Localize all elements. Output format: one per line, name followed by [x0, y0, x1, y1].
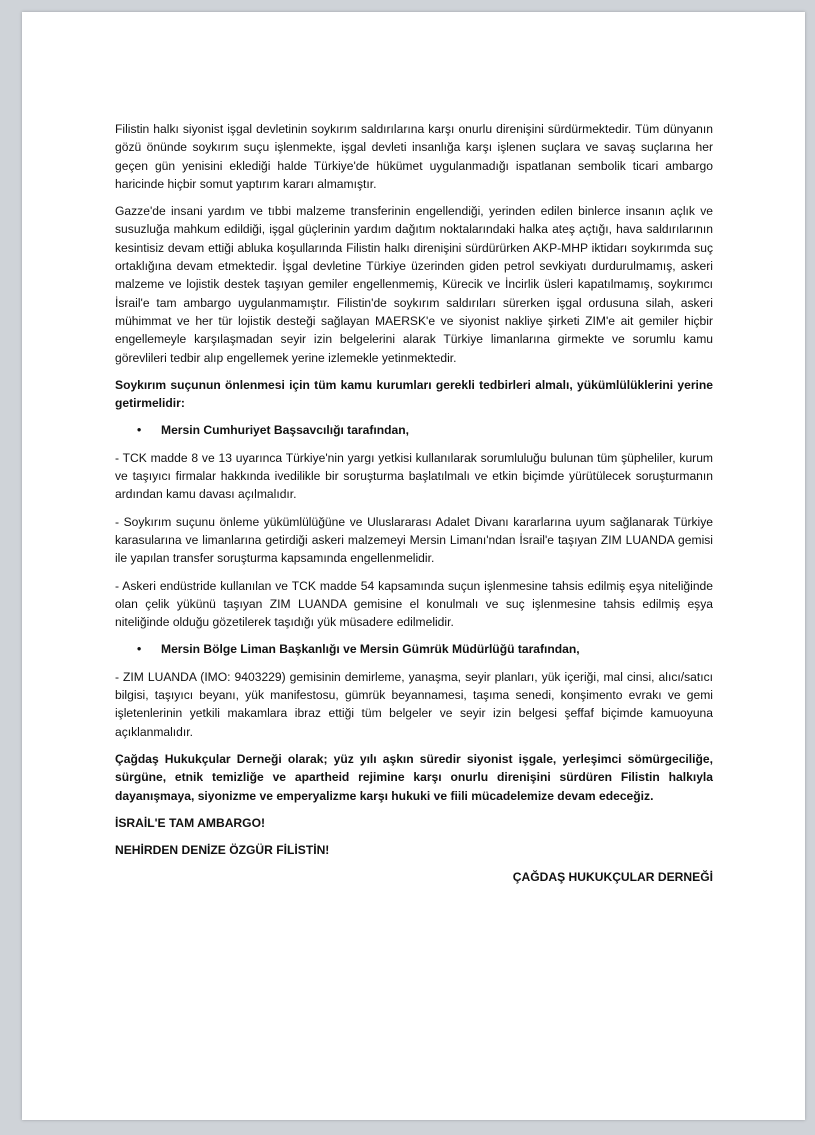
closing-statement: Çağdaş Hukukçular Derneği olarak; yüz yılı aşkın süredir siyonist işgale, yerleşimci sömürgeciliğe, sürgüne, etnik temizliğe ve apartheid rejimine karşı onurlu direnişini sürdüren Filistin halkıyla dayanışmaya, siyonizme ve emperyalizme karşı hukuki ve fiili mücadelemize devam edeceğiz. [115, 751, 713, 803]
bullet-icon: • [137, 423, 142, 438]
section1-item: - TCK madde 8 ve 13 uyarınca Türkiye'nin yargı yetkisi kullanılarak sorumluluğu bulunan tüm şüpheliler, kurum ve taşıyıcı firmalar hakkında ivedilikle bir soruşturma başlatılmalı ve etkin biçimde yürütülecek soruşturmanın ardından kamu davası açılmalıdır. [115, 450, 713, 502]
bullet-icon: • [137, 642, 142, 657]
section1-heading [137, 421, 713, 439]
section1-item: - Askeri endüstride kullanılan ve TCK madde 54 kapsamında suçun işlenmesine tahsis edilmiş eşya niteliğinde olan çelik yükünü taşıyan ZIM LUANDA gemisine el konulmalı ve suç işlenmesine tahsis edilmiş eşya niteliğinde olduğu gözetilerek taşıdığı yük müsadere edilmelidir. [115, 578, 713, 630]
section1-bullet-list [115, 421, 713, 439]
section2-heading [137, 640, 713, 658]
demand-heading: Soykırım suçunun önlenmesi için tüm kamu kurumları gerekli tedbirleri almalı, yükümlülüklerini yerine getirmelidir: [115, 377, 713, 411]
intro-paragraph: Filistin halkı siyonist işgal devletinin soykırım saldırılarına karşı onurlu direnişini sürdürmektedir. Tüm dünyanın gözü önünde soykırım suçu işlenmekte, işgal devleti insanlığa karşı işlenen suçlara ve savaş suçlarına her geçen gün yenisini eklediği halde Türkiye'de hükümet uygulanmadığı ispatlanan sembolik ticari ambargo haricinde hiçbir somut yaptırım kararı almamıştır. [115, 122, 713, 191]
context-paragraph: Gazze'de insani yardım ve tıbbi malzeme transferinin engellendiği, yerinden edilen binlerce insanın açlık ve susuzluğa mahkum edildiği, işgal güçlerinin yardım dağıtım noktalarındaki halka ateş açtığı, hava saldırılarının kesintisiz devam ettiği abluka koşullarında Filistin halkı direnişini sürdürürken AKP-MHP iktidarı soykırımda suç ortaklığına devam etmektedir. İşgal devletine Türkiye üzerinden giden petrol sevkiyatı durdurulmamış, askeri malzeme ve lojistik destek taşıyan gemiler engellenmemiş, Kürecik ve İncirlik üsleri kapatılmamış, soykırımcı İsrail'e tam ambargo uygulanmamıştır. Filistin'de soykırım saldırıları sürerken işgal ordusuna silah, askeri mühimmat ve her tür lojistik desteği sağlayan MAERSK'e ve siyonist nakliye şirketi ZIM'e ait gemiler hiçbir engellemeyle karşılaşmadan seyir izin belgelerini alarak Türkiye limanlarına girmekte ve sorumlu kamu görevlileri tedbir alıp engellemek yerine izlemekle yetinmektedir. [115, 204, 713, 365]
section2-heading-text: Mersin Bölge Liman Başkanlığı ve Mersin Gümrük Müdürlüğü tarafından, [161, 642, 580, 657]
document-body [115, 120, 713, 887]
slogan-free-palestine: NEHİRDEN DENİZE ÖZGÜR FİLİSTİN! [115, 843, 330, 858]
section1-item: - Soykırım suçunu önleme yükümlülüğüne ve Uluslararası Adalet Divanı kararlarına uyum sağlanarak Türkiye karasularına ve limanlarına getirdiği askeri malzemeyi Mersin Limanı'ndan İsrail'e taşıyan ZIM LUANDA gemisi ile yapılan transfer soruşturma kapsamında engellenmelidir. [115, 514, 713, 566]
slogan-embargo: İSRAİL'E TAM AMBARGO! [115, 815, 266, 830]
section2-bullet-list [115, 640, 713, 658]
section2-item: - ZIM LUANDA (IMO: 9403229) gemisinin demirleme, yanaşma, seyir planları, yük içeriği, mal cinsi, alıcı/satıcı bilgisi, taşıyıcı beyanı, yük manifestosu, gümrük beyannamesi, taşıma senedi, konşimento evrakı ve gemi işletenlerinin yetkili makamlara ibraz ettiği tüm belgeler ve seyir izin belgesi şeffaf biçimde kamuoyuna açıklanmalıdır. [115, 669, 713, 739]
document-page [22, 12, 805, 1120]
section1-heading-text: Mersin Cumhuriyet Başsavcılığı tarafından, [161, 423, 409, 438]
signature: ÇAĞDAŞ HUKUKÇULAR DERNEĞİ [512, 870, 713, 885]
